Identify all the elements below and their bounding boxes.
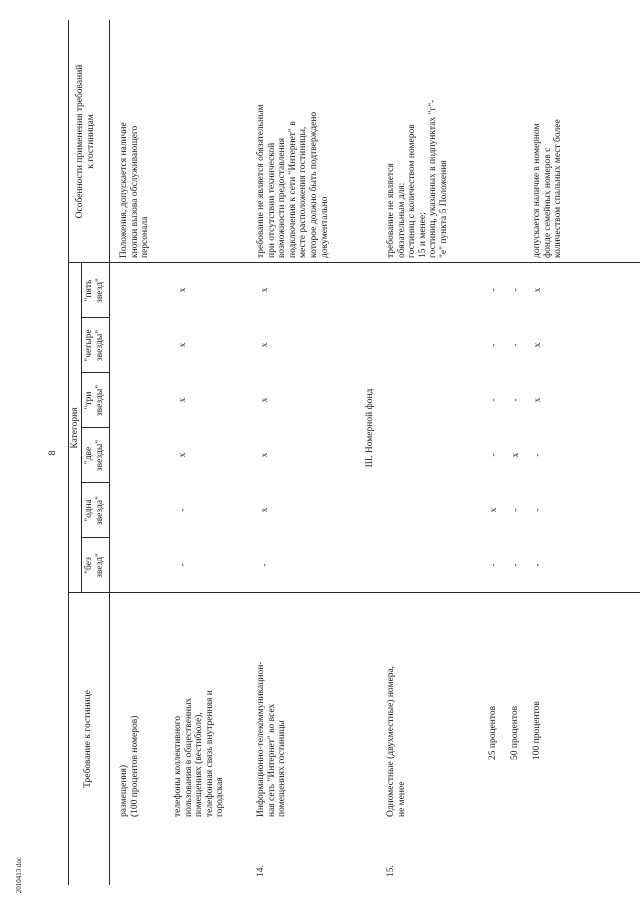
note-line: требование не является обязательным [256, 104, 266, 258]
req-line: телефонная связь внутренняя и [204, 690, 215, 817]
note-line: персонала [140, 216, 151, 258]
req-line: ная сеть "Интернет" во всех [266, 703, 277, 817]
req-line: не менее [396, 781, 407, 817]
page-number: 8 [48, 450, 58, 456]
mark-100-one: - [533, 508, 543, 512]
mark-25-three: - [489, 398, 499, 402]
row-15-note [386, 100, 450, 258]
note-line: месте расположения гостиницы, [298, 126, 309, 258]
header-cat-one [84, 483, 105, 538]
header-cat-four [84, 318, 105, 373]
row-15-number: 15. [386, 865, 396, 877]
mark-50-four: - [511, 343, 521, 347]
note-line: "е" пункта 5 Положения [438, 160, 449, 258]
note-line: количеством спальных мест более [553, 119, 564, 258]
note-line: требование не является [386, 163, 396, 258]
header-cat-five [84, 263, 105, 318]
header-cat-line: звезд" [94, 553, 105, 578]
note-line: обязательным для: [396, 182, 407, 258]
row-14-number: 14. [256, 865, 266, 877]
subrow-25-label: 25 процентов [488, 705, 498, 760]
note-line: которое должно быть подтверждено [308, 111, 319, 258]
req-line: телефоны коллективного [173, 715, 183, 817]
header-cat-line: звезды" [94, 384, 105, 417]
table-top-border [68, 20, 69, 885]
mark-25-five: - [489, 288, 499, 292]
header-cat-line: "пять [84, 279, 94, 302]
header-cat-none [84, 538, 105, 593]
mark-14-five: x [260, 287, 270, 293]
mark-phones-five: x [178, 287, 188, 293]
header-features-line: Особенности применения требований [75, 64, 85, 219]
mark-14-four: x [260, 342, 270, 348]
note-line: гостиниц с количеством номеров [407, 124, 418, 258]
section-title: III. Номерной фонд [365, 388, 375, 468]
req-line: (100 процентов номеров) [129, 715, 140, 817]
header-cat-line: звезд" [94, 278, 105, 303]
mark-100-three: x [533, 397, 543, 403]
mark-50-five: - [511, 288, 521, 292]
header-bottom-border [109, 20, 110, 885]
header-cat-three [84, 373, 105, 428]
row-phones-requirement [173, 690, 226, 817]
note-line: гостиниц, указанных в подпунктах "г"- [428, 99, 439, 258]
note-line: Положения, допускается наличие [119, 122, 129, 258]
note-line: при отсутствии технической [266, 142, 277, 258]
mark-phones-one: - [178, 508, 188, 512]
header-cat-line: "четыре [84, 329, 94, 362]
req-line: городская [215, 777, 226, 817]
row-14-note [256, 105, 330, 258]
note-line: кнопки вызова обслуживающего [129, 125, 140, 258]
note-line: документально [319, 196, 330, 258]
req-line: пользования в общественных [183, 697, 194, 817]
col-divider-requirement [68, 592, 640, 593]
mark-100-two: - [533, 453, 543, 457]
header-cat-line: звезда" [94, 495, 105, 526]
row-14-requirement [256, 662, 288, 817]
mark-phones-four: x [178, 342, 188, 348]
header-cat-line: звезды" [94, 329, 105, 362]
mark-100-four: x [533, 342, 543, 348]
req-line: Информационно-телекоммуникацион- [256, 661, 266, 817]
mark-14-two: x [260, 452, 270, 458]
mark-14-three: x [260, 397, 270, 403]
col-divider-features [68, 262, 640, 263]
footer-file-name: 2010413.doc [15, 856, 23, 894]
mark-100-five: x [533, 287, 543, 293]
header-requirement: Требование к гостинице [83, 690, 93, 788]
mark-25-two: - [489, 453, 499, 457]
header-cat-line: "без [84, 557, 94, 574]
header-cat-line: "одна [84, 499, 94, 522]
mark-50-three: - [511, 398, 521, 402]
req-line: Одноместные (двухместные) номера, [386, 665, 396, 817]
note-line: возможности предоставления [277, 137, 288, 258]
mark-phones-three: x [178, 397, 188, 403]
row-cont-note [119, 122, 151, 258]
header-cat-line: "две [84, 446, 94, 465]
note-line: допускается наличие в номерном [532, 123, 542, 258]
mark-phones-none: - [178, 563, 188, 567]
subrow-100-note [532, 119, 564, 258]
header-category: Категория [70, 407, 80, 449]
mark-phones-two: x [178, 452, 188, 458]
note-line: подключения к сети "Интернет" в [287, 121, 298, 258]
mark-25-four: - [489, 343, 499, 347]
header-features-line: к гостиницам [86, 114, 96, 169]
header-cat-line: звезды" [94, 439, 105, 472]
subrow-50-label: 50 процентов [510, 705, 520, 760]
mark-14-none: - [260, 563, 270, 567]
row-15-requirement [386, 666, 407, 817]
mark-50-none: - [511, 563, 521, 567]
mark-50-two: x [511, 452, 521, 458]
header-cat-line: "три [84, 391, 94, 410]
note-line: фонде семейных номеров с [542, 147, 553, 258]
header-cat-two [84, 428, 105, 483]
req-line: помещениях (вестибюле), [194, 712, 205, 817]
mark-25-none: - [489, 563, 499, 567]
mark-50-one: - [511, 508, 521, 512]
req-line: размещения) [119, 764, 129, 817]
category-header-divider [81, 263, 82, 593]
mark-25-one: x [489, 507, 499, 513]
mark-14-one: x [260, 507, 270, 513]
subrow-100-label: 100 процентов [532, 701, 542, 760]
req-line: помещениях гостиницы [277, 720, 288, 817]
row-cont-requirement [119, 716, 140, 817]
note-line: 15 и менее; [417, 212, 428, 258]
mark-100-none: - [533, 563, 543, 567]
